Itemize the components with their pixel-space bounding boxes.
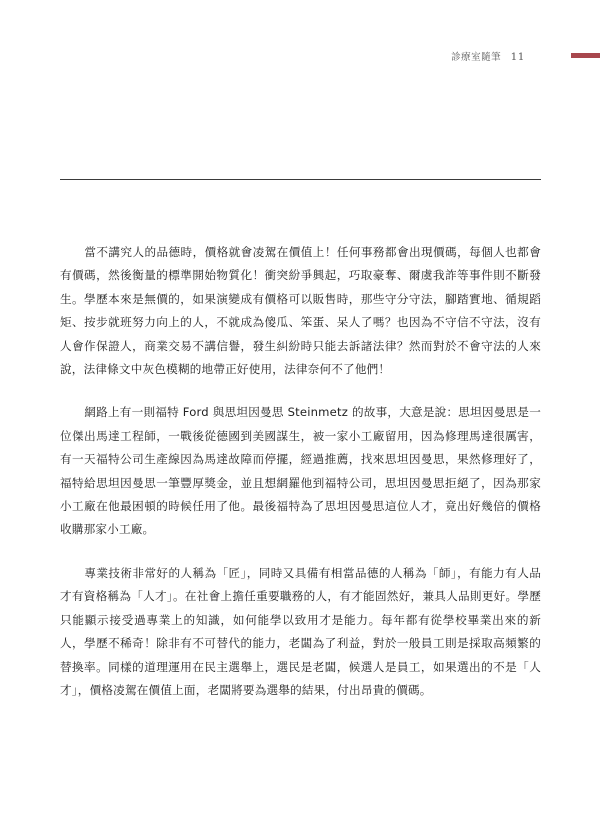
paragraph-3: 專業技術非常好的人稱為「匠」，同時又具備有相當品德的人稱為「師」，有能力有人品才有資格稱為「人才」。在社會上擔任重要職務的人，有才能固然好，兼具人品則更好。學歷只能顯示接受過專業上的知識，如何能學以致用才是能力。每年都有從學校畢業出來的新人，學歷不稀奇！除非有不可替代的能力，老闆為了利益，對於一般員工則是採取高頻繁的替換率。同樣的道理運用在民主選舉上，選民是老闆，候選人是員工，如果選出的不是「人才」，價格凌駕在價值上面，老闆將要為選舉的結果，付出昂貴的價碼。 bbox=[60, 565, 541, 697]
body-text bbox=[60, 241, 541, 722]
header-rule bbox=[60, 179, 541, 180]
paragraph-2: 網路上有一則福特 Ford 與思坦因曼思 Steinmetz 的故事，大意是說：思坦因曼思是一位傑出馬達工程師，一戰後從德國到美國謀生，被一家小工廠留用，因為修理馬達很厲害，有一天福特公司生產線因為馬達故障而停擺，經過推薦，找來思坦因曼思，果然修理好了，福特給思坦因曼思一筆豐厚獎金，並且想網羅他到福特公司，思坦因曼思拒絕了，因為那家小工廠在他最困頓的時候任用了他。最後福特為了思坦因曼思這位人才，竟出好幾倍的價格收購那家小工廠。 bbox=[60, 405, 541, 537]
page-number: 11 bbox=[510, 51, 525, 63]
accent-bar bbox=[571, 53, 600, 58]
paragraph-1: 當不講究人的品德時，價格就會凌駕在價值上！任何事務都會出現價碼，每個人也都會有價碼，然後衡量的標準開始物質化！衝突紛爭興起，巧取豪奪、爾虞我詐等事件則不斷發生。學歷本來是無價的，如果演變成有價格可以販售時，那些守分守法，腳踏實地、循規蹈矩、按步就班努力向上的人，不就成為傻瓜、笨蛋、呆人了嗎？也因為不守信不守法，沒有人會作保證人，商業交易不講信譽，發生糾紛時只能去訴諸法律？然而對於不會守法的人來說，法律條文中灰色模糊的地帶正好使用，法律奈何不了他們！ bbox=[60, 245, 541, 377]
running-title: 診療室隨筆 bbox=[451, 52, 502, 63]
running-header bbox=[451, 49, 525, 63]
